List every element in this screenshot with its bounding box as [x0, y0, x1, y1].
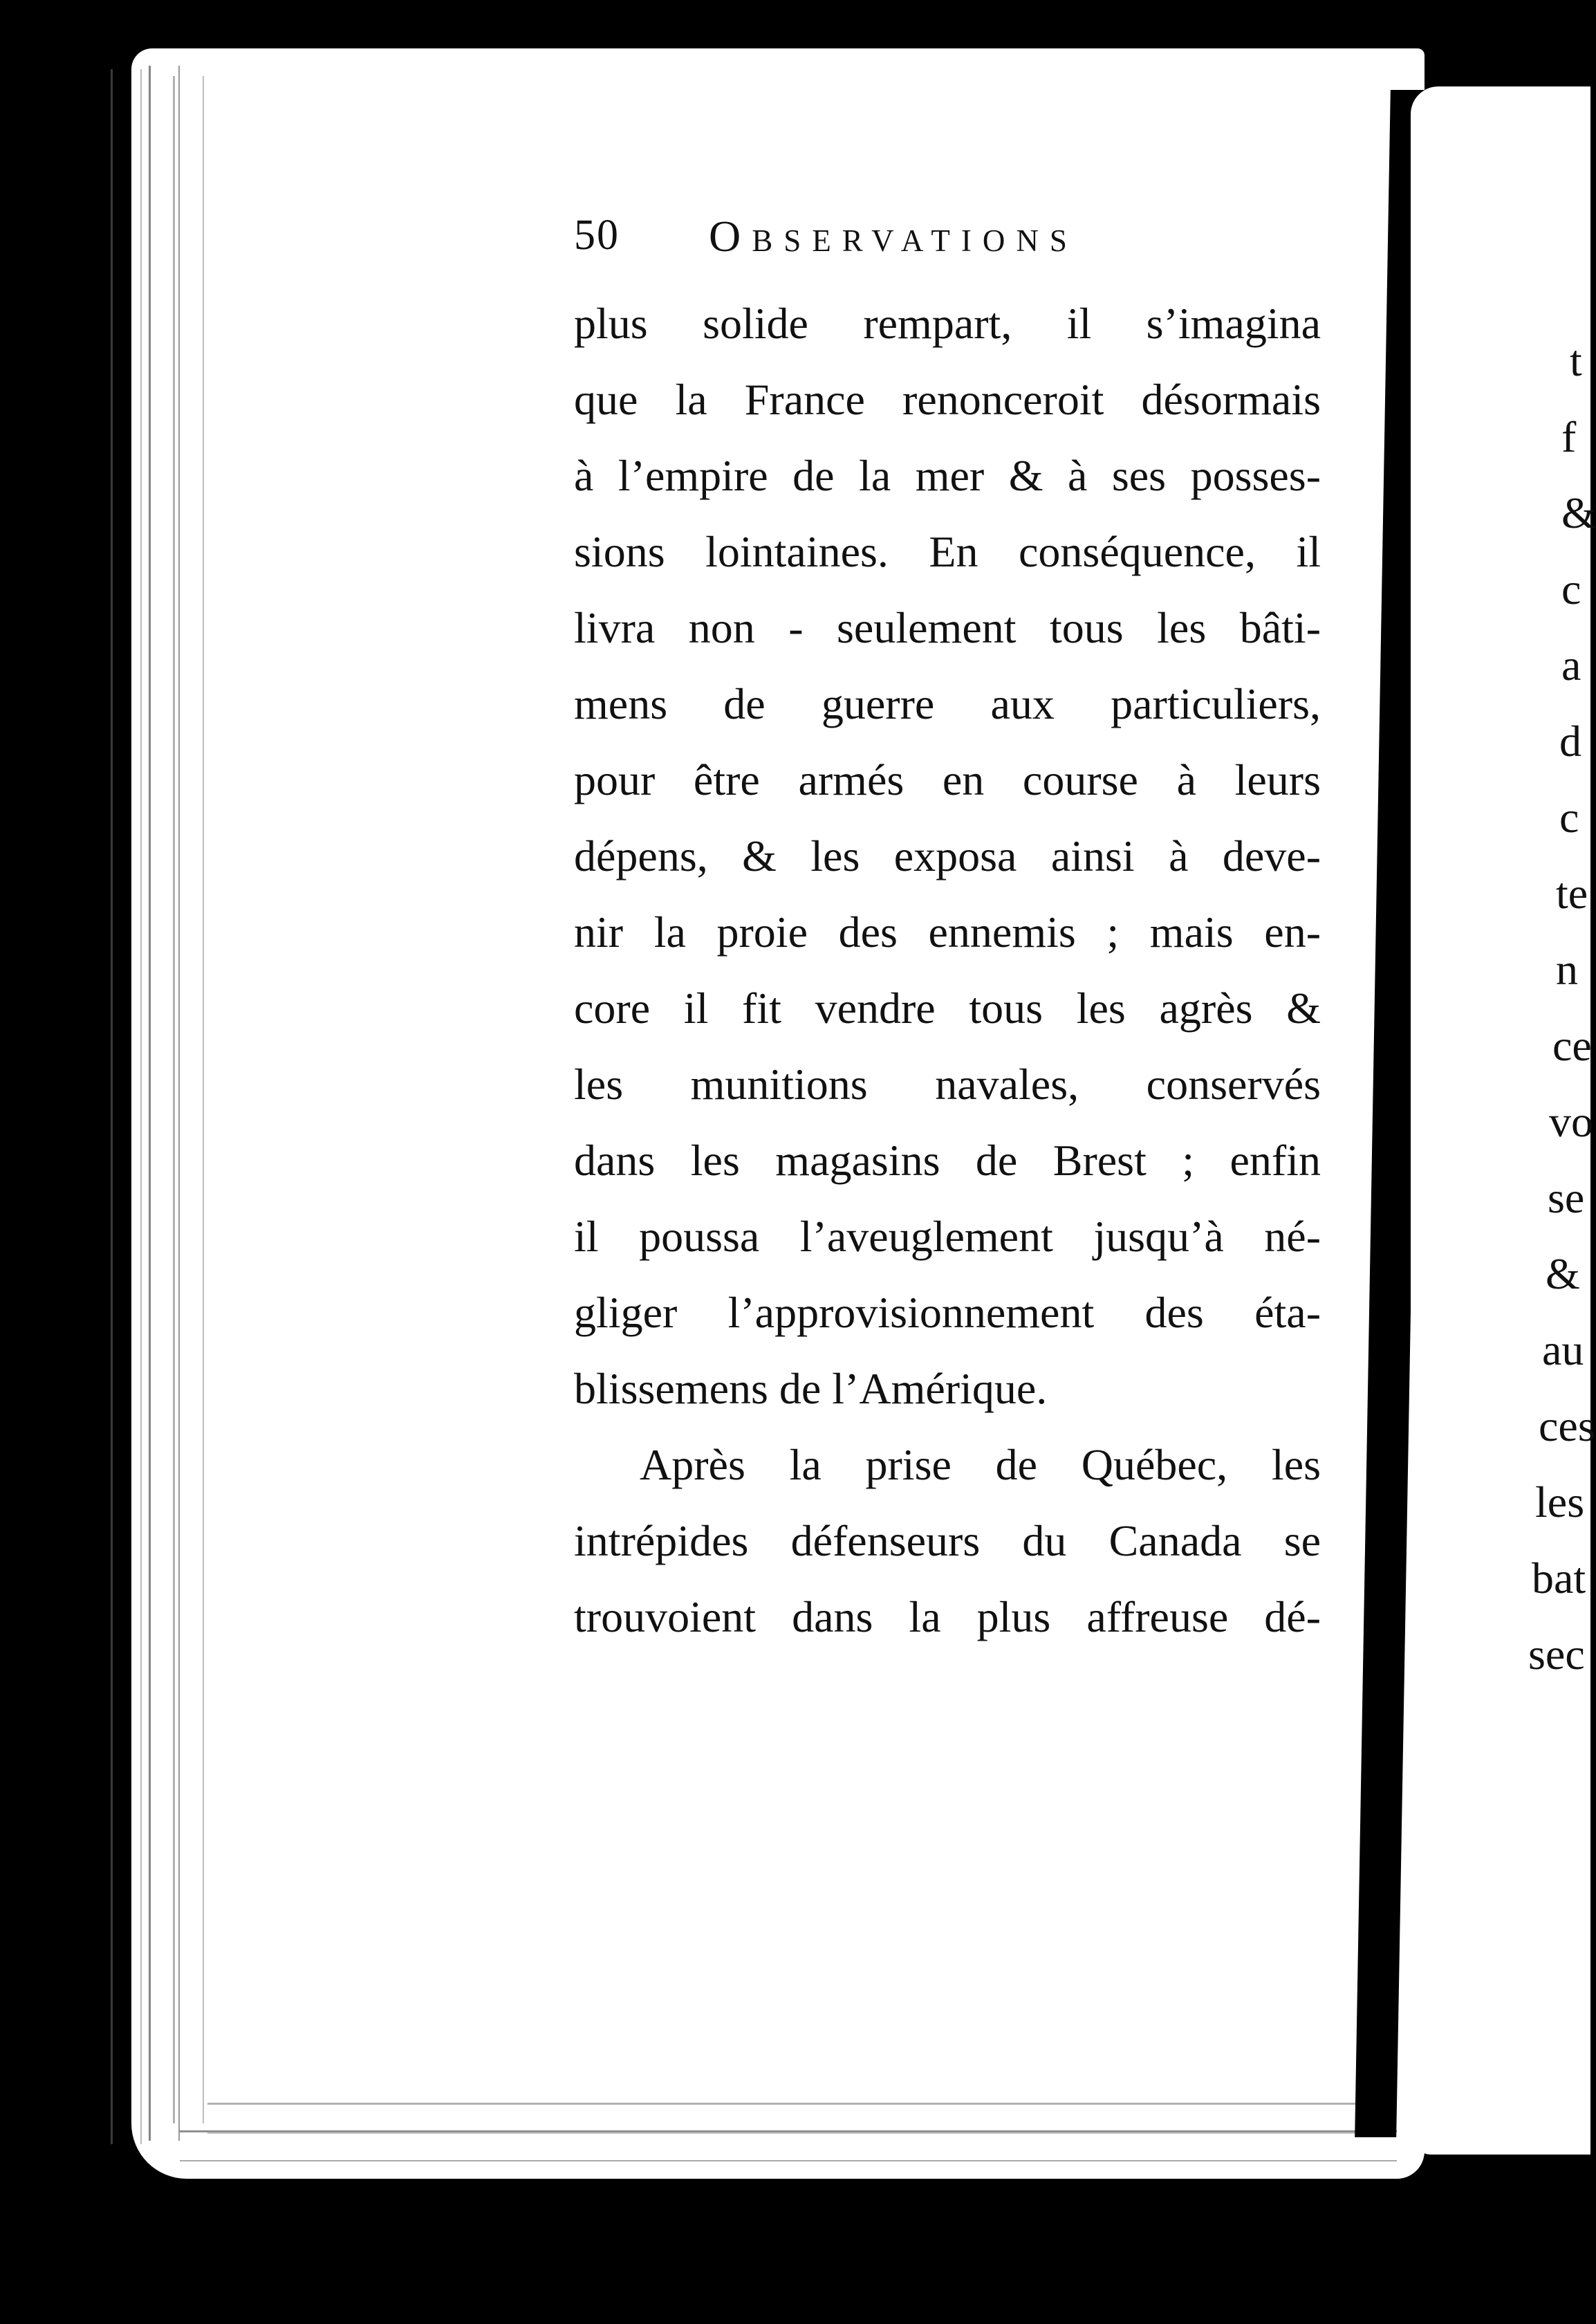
- text-line: nir la proie des ennemis ; mais en-: [574, 907, 1321, 957]
- facing-page-fragment: vo: [1549, 1097, 1593, 1146]
- facing-page-fragment: sec: [1528, 1630, 1585, 1679]
- facing-page: [1411, 86, 1596, 2155]
- facing-page-fragment: a: [1561, 640, 1581, 690]
- running-head-title: Observations: [709, 212, 1078, 261]
- running-head: [574, 211, 1321, 273]
- page-edge: [173, 76, 204, 2123]
- text-line: dans les magasins de Brest ; enfin: [574, 1136, 1321, 1185]
- facing-page-fragment: d: [1559, 717, 1581, 766]
- facing-page-fragment: f: [1561, 412, 1577, 461]
- text-line: sions lointaines. En conséquence, il: [574, 527, 1321, 576]
- text-line: il poussa l’aveuglement jusqu’à né-: [574, 1212, 1321, 1261]
- page-bottom-edge: [207, 2103, 1383, 2134]
- text-line: livra non - seulement tous les bâti-: [574, 603, 1321, 652]
- facing-page-fragment: au: [1542, 1325, 1584, 1374]
- text-line: trouvoient dans la plus affreuse dé-: [574, 1592, 1321, 1641]
- facing-page-fragment: c: [1559, 793, 1579, 842]
- text-line: dépens, & les exposa ainsi à deve-: [574, 831, 1321, 880]
- page-edge: [111, 69, 142, 2144]
- body-text: [574, 286, 1321, 1655]
- text-line: intrépides défenseurs du Canada se: [574, 1516, 1321, 1565]
- text-line: que la France renonceroit désormais: [574, 375, 1321, 424]
- facing-page-fragment: ces: [1539, 1401, 1595, 1450]
- text-line: à l’empire de la mer & à ses posses-: [574, 451, 1321, 500]
- facing-page-fragment: te: [1556, 869, 1588, 918]
- text-line: gliger l’approvisionnement des éta-: [574, 1288, 1321, 1337]
- text-line: plus solide rempart, il s’imagina: [574, 299, 1321, 348]
- facing-page-fragment: c: [1561, 564, 1581, 614]
- facing-page-fragment: &: [1546, 1249, 1580, 1298]
- text-line: pour être armés en course à leurs: [574, 755, 1321, 804]
- facing-page-fragment: se: [1548, 1173, 1585, 1222]
- text-line: mens de guerre aux particuliers,: [574, 679, 1321, 728]
- facing-page-fragment: bat: [1532, 1553, 1586, 1603]
- text-line: Après la prise de Québec, les: [640, 1440, 1321, 1489]
- text-line: core il fit vendre tous les agrès &: [574, 984, 1321, 1033]
- facing-page-fragment: ce: [1552, 1021, 1592, 1070]
- facing-page-fragment: &: [1561, 488, 1596, 537]
- facing-page-fragment: t: [1570, 336, 1582, 385]
- facing-page-fragment: les: [1535, 1477, 1585, 1527]
- page-text-block: [574, 211, 1321, 1655]
- text-line: blissemens de l’Amérique.: [574, 1364, 1048, 1413]
- page-number: 50: [574, 212, 620, 259]
- text-line: les munitions navales, conservés: [574, 1060, 1321, 1109]
- facing-page-fragment: n: [1556, 945, 1578, 994]
- page-bottom-edge: [180, 2130, 1397, 2161]
